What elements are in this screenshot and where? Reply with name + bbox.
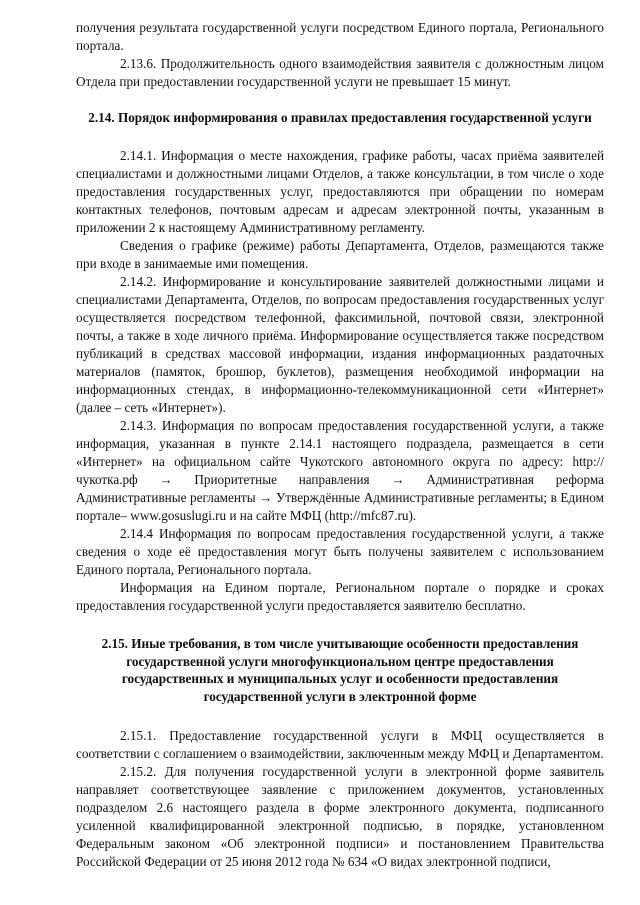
paragraph-2-14-1: 2.14.1. Информация о месте нахождения, графике работы, часах приёма заявителей специалистами и должностными лицами Отделов, а также консультации, в том числе о ходе предоставления государственных услуг, предоставляются при обращении по номерам контактных телефонов, почтовым адресам и адресам электронной почты, указанным в приложении 2 к настоящему Административному регламенту.: [76, 147, 604, 235]
paragraph-schedule: Сведения о графике (режиме) работы Департамента, Отделов, размещаются также при входе в занимаемые ими помещения.: [76, 237, 604, 271]
paragraph-2-14-2: 2.14.2. Информирование и консультирование заявителей должностными лицами и специалистами Департамента, Отделов, по вопросам предоставления государственных услуг осуществляется посредством телефонной, факсимильной, почтовой связи, электронной почты, а также в ходе личного приёма. Информирование осуществляется также посредством публикаций в средствах массовой информации, издания информационных раздаточных материалов (памяток, брошюр, буклетов), размещения необходимой информации на информационных стендах, в информационно-телекоммуникационной сети «Интернет» (далее – сеть «Интернет»).: [76, 273, 604, 415]
paragraph-free-info: Информация на Едином портале, Региональном портале о порядке и сроках предоставления государственной услуги предоставляется заявителю бесплатно.: [76, 579, 604, 613]
paragraph-continuation: получения результата государственной услуги посредством Единого портала, Регионального портала.: [76, 20, 604, 53]
section-heading-2-14: 2.14. Порядок информирования о правилах предоставления государственной услуги: [88, 110, 592, 125]
paragraph-2-14-3: 2.14.3. Информация по вопросам предоставления государственной услуги, а также информация, указанная в пункте 2.14.1 настоящего подраздела, размещается в сети «Интернет» на официальном сайте Чукотского автономного округа по адресу: http://чукотка.рф → Приоритетные направления → Административная реформа Административные регламенты → Утверждённые Административные регламенты; в Едином портале– www.gosuslugi.ru и на сайте МФЦ (http://mfc87.ru).: [76, 417, 604, 523]
document-page: [76, 19, 604, 871]
paragraph-2-13-6: 2.13.6. Продолжительность одного взаимодействия заявителя с должностным лицом Отдела при предоставлении государственной услуги не превышает 15 минут.: [76, 56, 604, 89]
paragraph-2-15-2: 2.15.2. Для получения государственной услуги в электронной форме заявитель направляет соответствующее заявление с приложением документов, установленных подразделом 2.6 настоящего раздела в форме электронного документа, подписанного усиленной квалифицированной электронной подписью, в порядке, установленном Федеральным законом «Об электронной подписи» и постановлением Правительства Российской Федерации от 25 июня 2012 года № 634 «О видах электронной подписи,: [76, 763, 604, 869]
paragraph-2-14-4: 2.14.4 Информация по вопросам предоставления государственной услуги, а также сведения о ходе её предоставления могут быть получены заявителем с использованием Единого портала, Регионального портала.: [76, 525, 604, 577]
paragraph-2-15-1: 2.15.1. Предоставление государственной услуги в МФЦ осуществляется в соответствии с соглашением о взаимодействии, заключенным между МФЦ и Департаментом.: [76, 727, 604, 761]
section-heading-2-15: 2.15. Иные требования, в том числе учитывающие особенности предоставления государственной услуги многофункциональном центре предоставления государственных и муниципальных услуг и особенности предоставления государственной услуги в электронной форме: [101, 635, 579, 705]
